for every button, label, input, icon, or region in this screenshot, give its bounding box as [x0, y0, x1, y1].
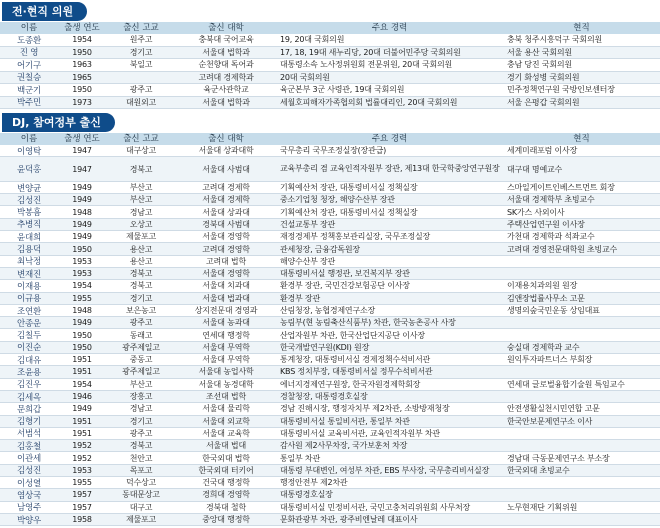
university-cell: 서울대 무역학	[202, 342, 250, 352]
name-cell: 김칠두	[16, 331, 42, 341]
birth-year-cell: 1954	[72, 281, 92, 291]
high-school-cell: 제물포고	[125, 515, 157, 525]
header-current-position: 현직	[573, 134, 590, 144]
section-dj-participation-header	[2, 113, 115, 132]
career-cell: 산림청장, 농협경제연구소장	[280, 306, 376, 315]
name-cell: 김성진	[16, 195, 42, 206]
birth-year-cell: 1954	[72, 379, 92, 389]
current-position-cell: 서울대 경제학부 초빙교수	[507, 195, 595, 205]
name-cell: 김성진	[16, 466, 42, 477]
current-position-cell	[503, 256, 660, 267]
university-cell: 경북대 철학	[206, 502, 246, 512]
table-row	[0, 268, 660, 280]
high-school-cell: 동대문상고	[122, 490, 160, 500]
university-cell: 서울대 농과대	[202, 318, 250, 328]
table-row	[0, 34, 660, 47]
high-school-cell: 제물포고	[125, 232, 157, 242]
career-cell: 해양수산부 장관	[280, 256, 336, 266]
current-position-cell: 안전생활실천시민연합 고문	[507, 404, 600, 414]
name-cell: 박봉흠	[16, 208, 42, 218]
career-cell: 관세청장, 금융감독원장	[280, 244, 360, 254]
header-name: 이름	[20, 23, 38, 33]
name-cell: 변재진	[16, 269, 42, 280]
birth-year-cell: 1947	[72, 146, 92, 156]
high-school-cell: 경북고	[129, 441, 153, 451]
high-school-cell: 천안고	[129, 453, 153, 463]
high-school-cell	[106, 72, 176, 84]
university-cell: 서울대 법학과	[202, 97, 250, 107]
name-cell: 염상국	[16, 490, 42, 501]
current-position-cell: 생명의숲국민운동 상임대표	[507, 306, 600, 315]
high-school-cell: 광주고	[129, 85, 153, 95]
university-cell: 고려대 경영학	[202, 244, 250, 254]
high-school-cell: 부산고	[129, 379, 153, 389]
name-cell: 박주민	[16, 98, 42, 108]
current-position-cell: 충남 당진 국회의원	[507, 60, 572, 70]
name-cell: 이규용	[16, 294, 42, 304]
table-row	[0, 194, 660, 206]
high-school-cell: 경남고	[129, 207, 153, 217]
university-cell: 서울대 교육학	[202, 428, 250, 438]
table-row	[0, 231, 660, 243]
current-position-cell: 경남대 극동문제연구소 부소장	[507, 453, 610, 463]
birth-year-cell: 1946	[72, 392, 92, 402]
career-cell: 한국개발연구원(KDI) 원장	[280, 342, 370, 352]
name-cell: 조연환	[16, 306, 42, 317]
university-cell: 조선대 법학	[206, 392, 246, 402]
birth-year-cell: 1963	[72, 60, 92, 70]
high-school-cell: 목포고	[129, 465, 153, 475]
current-position-cell	[503, 514, 660, 525]
current-position-cell: 노무현재단 기획위원	[507, 502, 578, 512]
current-position-cell: 주택산업연구원 이사장	[507, 219, 585, 229]
table-row	[0, 502, 660, 514]
name-cell: 김대유	[16, 355, 42, 366]
table-row	[0, 256, 660, 268]
high-school-cell: 보은농고	[125, 306, 157, 315]
university-cell: 서울대 무역학	[202, 355, 250, 365]
university-cell: 중앙대 행정학	[202, 515, 250, 525]
high-school-cell: 경북고	[129, 164, 153, 174]
table-row	[0, 329, 660, 341]
birth-year-cell: 1949	[72, 219, 92, 229]
birth-year-cell: 1951	[72, 355, 92, 365]
table-row	[0, 145, 660, 157]
career-cell: 대통령비서실 행정관, 보건복지부 장관	[280, 269, 410, 279]
career-cell: 세월호피해자가족협의회 법률대리인, 20대 국회의원	[280, 97, 458, 107]
high-school-cell: 경기고	[129, 47, 153, 57]
career-cell: 에너지경제연구원장, 한국자원경제학회장	[280, 379, 421, 389]
current-position-cell: 민주정책연구원 국방인보센터장	[507, 85, 615, 95]
career-cell: 20대 국회의원	[280, 72, 330, 82]
table-row	[0, 97, 660, 110]
high-school-cell: 경북고	[129, 269, 153, 279]
birth-year-cell: 1953	[72, 269, 92, 279]
university-cell: 서울대 농경대학	[198, 379, 254, 389]
current-position-cell: 가천대 경제학과 석좌교수	[507, 232, 595, 242]
career-cell: 17, 18, 19대 새누리당, 20대 더불어민주당 국회의원	[280, 47, 461, 57]
name-cell: 문희갑	[16, 404, 42, 415]
current-position-cell	[503, 391, 660, 402]
table-row	[0, 317, 660, 329]
header-birth-year: 출생 연도	[64, 23, 100, 33]
birth-year-cell: 1952	[72, 453, 92, 463]
header-high-school: 출신 고교	[123, 23, 159, 33]
birth-year-cell: 1950	[72, 342, 92, 352]
name-cell: 이진순	[16, 343, 42, 354]
table-row	[0, 391, 660, 403]
birth-year-cell: 1957	[72, 502, 92, 512]
name-cell: 윤덕홍	[16, 165, 42, 176]
name-cell: 변양균	[16, 183, 42, 194]
birth-year-cell: 1957	[72, 490, 92, 500]
birth-year-cell: 1950	[72, 244, 92, 254]
current-position-cell: 충북 청주시흥덕구 국회의원	[507, 35, 603, 45]
university-cell: 충북대 국어교육	[198, 35, 254, 45]
current-position-cell: SK가스 사외이사	[507, 207, 565, 217]
current-position-cell: 세계미래포럼 이사장	[507, 146, 578, 156]
birth-year-cell: 1949	[72, 404, 92, 414]
high-school-cell: 용산고	[129, 256, 153, 266]
current-position-cell	[503, 440, 660, 451]
name-cell: 김홍철	[16, 441, 42, 452]
name-cell: 진 영	[19, 48, 39, 58]
career-cell: 대통령비서실 민정비서관, 국민고충처리위원회 사무처장	[280, 502, 471, 512]
high-school-cell: 광주제일고	[122, 367, 160, 377]
table-row	[0, 72, 660, 85]
career-cell: 통계청장, 대통령비서실 경제정책수석비서관	[280, 355, 431, 365]
birth-year-cell: 1965	[72, 72, 92, 82]
career-cell: 기획예산처 장관, 대통령비서실 정책실장	[280, 207, 418, 217]
birth-year-cell: 1950	[72, 85, 92, 95]
current-position-cell	[503, 317, 660, 328]
table-row	[0, 403, 660, 415]
current-position-cell: 서울 용산 국회의원	[507, 47, 572, 57]
current-position-cell: 서울 은평갑 국회의원	[507, 97, 580, 107]
table-row	[0, 293, 660, 305]
current-position-cell: 한국안보문제연구소 이사	[507, 416, 593, 426]
university-cell: 서울대 법과대	[202, 293, 250, 303]
birth-year-cell: 1951	[72, 367, 92, 377]
table-header-row	[0, 22, 660, 34]
university-cell: 상지전문대 경영과	[194, 306, 258, 315]
birth-year-cell: 1954	[72, 35, 92, 45]
table-row	[0, 477, 660, 489]
birth-year-cell: 1951	[72, 428, 92, 438]
high-school-cell: 부산고	[129, 195, 153, 205]
table-row	[0, 84, 660, 97]
university-cell: 건국대 행정학	[202, 478, 250, 488]
current-position-cell: 원익투자파트너스 부회장	[507, 355, 593, 365]
name-cell: 김진우	[16, 380, 42, 390]
birth-year-cell: 1950	[72, 330, 92, 340]
table-row	[0, 157, 660, 182]
name-cell: 김형기	[16, 417, 42, 427]
birth-year-cell: 1949	[72, 195, 92, 205]
current-position-cell	[503, 477, 660, 488]
high-school-cell: 경북고	[129, 281, 153, 291]
current-position-cell: 한국외대 초빙교수	[507, 465, 570, 475]
high-school-cell: 광주고	[129, 318, 153, 328]
table-row	[0, 514, 660, 526]
table-row	[0, 182, 660, 194]
high-school-cell: 광주제일고	[122, 342, 160, 352]
table-row	[0, 354, 660, 366]
birth-year-cell: 1955	[72, 478, 92, 488]
name-cell: 서범석	[16, 429, 42, 440]
name-cell: 윤대희	[16, 232, 42, 243]
high-school-cell: 대구고	[129, 502, 153, 512]
table-row	[0, 366, 660, 378]
header-career: 주요 경력	[371, 23, 408, 33]
birth-year-cell: 1958	[72, 515, 92, 525]
table-row	[0, 342, 660, 354]
table-body-dj-participation	[0, 145, 660, 526]
career-cell: 기획예산처 장관, 대통령비서실 정책실장	[280, 183, 418, 193]
university-cell: 한국외대 터키어	[198, 465, 254, 475]
name-cell: 최낙정	[16, 257, 42, 267]
career-cell: 행정안전부 제2차관	[280, 478, 348, 488]
table-row	[0, 243, 660, 255]
header-university: 출신 대학	[208, 23, 244, 33]
table-row	[0, 47, 660, 60]
birth-year-cell: 1950	[72, 47, 92, 57]
career-cell: 환경부 장관, 국민건강보험공단 이사장	[280, 281, 410, 291]
university-cell: 육군사관학교	[203, 85, 249, 95]
birth-year-cell: 1955	[72, 293, 92, 303]
university-cell: 서울대 경영학	[202, 232, 250, 242]
career-cell: 대통령비서실 통일비서관, 통일부 차관	[280, 416, 410, 426]
name-cell: 추병직	[16, 220, 42, 231]
university-cell: 순천향대 독어과	[198, 60, 254, 70]
university-cell: 연세대 행정학	[202, 330, 250, 340]
name-cell: 이관세	[16, 454, 42, 464]
high-school-cell: 북일고	[129, 60, 153, 70]
birth-year-cell: 1952	[72, 441, 92, 451]
university-cell: 고려대 법학	[206, 256, 246, 266]
name-cell: 김용덕	[16, 245, 42, 255]
high-school-cell: 동래고	[129, 330, 153, 340]
career-cell: 대통령비서실 교육비서관, 교육인적자원부 차관	[280, 428, 440, 438]
birth-year-cell: 1948	[72, 306, 92, 315]
current-position-cell: 경기 화성병 국회의원	[507, 72, 580, 82]
high-school-cell: 대구상고	[125, 146, 157, 156]
current-position-cell	[503, 329, 660, 340]
career-cell: 건설교통부 장관	[280, 219, 336, 229]
current-position-cell: 김앤장법률사무소 고문	[507, 293, 585, 303]
birth-year-cell: 1953	[72, 465, 92, 475]
table-row	[0, 305, 660, 317]
table-row	[0, 452, 660, 464]
birth-year-cell: 1949	[72, 232, 92, 242]
current-position-cell: 숭실대 경제학과 교수	[507, 342, 580, 352]
birth-year-cell: 1953	[72, 256, 92, 266]
university-cell: 서울대 경제학	[202, 195, 250, 205]
university-cell: 경희대 경영학	[202, 490, 250, 500]
career-cell: 경남 진해시장, 행정자치부 제2차관, 소방방재청장	[280, 404, 450, 414]
high-school-cell: 경기고	[129, 416, 153, 426]
university-cell: 서울대 외교학	[202, 416, 250, 426]
university-cell: 경북대 사범대	[202, 219, 250, 229]
career-cell: 감사원 제2사무차장, 국가보훈처 차장	[280, 441, 408, 451]
career-cell: 국무총리 국무조정실장(장관급)	[280, 146, 387, 156]
high-school-cell: 용산고	[129, 244, 153, 254]
career-cell: 문화관광부 차관, 광주비엔날레 대표이사	[280, 515, 418, 525]
section-title: DJ, 참여정부 출신	[2, 113, 115, 132]
header-career: 주요 경력	[371, 134, 408, 144]
high-school-cell: 원주고	[129, 35, 153, 45]
birth-year-cell: 1947	[72, 164, 92, 174]
table-row	[0, 280, 660, 292]
career-cell: 대통령경호실장	[280, 490, 333, 500]
birth-year-cell: 1949	[72, 183, 92, 193]
high-school-cell: 덕수상고	[125, 478, 157, 488]
university-cell: 서울대 물리학	[202, 404, 250, 414]
birth-year-cell: 1973	[72, 97, 92, 107]
birth-year-cell: 1949	[72, 318, 92, 328]
career-cell: KBS 정치부장, 대통령비서실 정무수석비서관	[280, 367, 433, 377]
career-cell: 경찰청장, 대통령경호실장	[280, 392, 368, 402]
table-row	[0, 428, 660, 440]
section-current-lawmakers-header	[2, 2, 87, 21]
name-cell: 박양우	[16, 515, 42, 526]
current-position-cell: 고려대 경영전문대학원 초빙교수	[507, 244, 618, 254]
name-cell: 권칠승	[16, 73, 42, 83]
table-row	[0, 489, 660, 501]
name-cell: 안종운	[16, 318, 42, 329]
header-high-school: 출신 고교	[123, 134, 159, 144]
name-cell: 도종환	[16, 35, 42, 46]
name-cell: 어기구	[16, 60, 42, 71]
high-school-cell: 부산고	[129, 183, 153, 193]
name-cell: 백군기	[16, 85, 42, 96]
university-cell: 서울대 법학과	[202, 47, 250, 57]
university-cell: 서울대 상과대학	[198, 146, 254, 156]
career-cell: 농림부(현 농림축산식품부) 차관, 한국농촌공사 사장	[280, 318, 456, 328]
career-cell: 재정경제부 정책홍보관리실장, 국무조정실장	[280, 232, 431, 242]
table-header-row	[0, 133, 660, 145]
current-position-cell: 대구대 명예교수	[507, 164, 563, 174]
name-cell: 이성열	[16, 478, 42, 489]
career-cell: 대통령 부대변인, 여성부 차관, EBS 부사장, 국무총리비서실장	[280, 465, 490, 475]
section-title: 전·현직 의원	[2, 2, 87, 21]
career-cell: 환경부 장관	[280, 293, 320, 303]
career-cell: 육군본부 3군 사령관, 19대 국회의원	[280, 85, 405, 95]
table-row	[0, 416, 660, 428]
table-row	[0, 440, 660, 452]
name-cell: 남영주	[16, 503, 42, 513]
name-cell: 이영탁	[16, 146, 42, 157]
career-cell: 중소기업청 청장, 해양수산부 장관	[280, 195, 395, 205]
table-row	[0, 379, 660, 391]
high-school-cell: 경남고	[129, 404, 153, 414]
university-cell: 서울대 사범대	[202, 164, 250, 174]
current-position-cell: 연세대 글로벌융합기술원 특임교수	[507, 379, 625, 389]
current-position-cell	[503, 268, 660, 279]
current-position-cell	[503, 428, 660, 439]
career-cell: 통일부 차관	[280, 453, 320, 463]
university-cell: 서울대 상과대	[202, 207, 250, 217]
career-cell: 산업자원부 차관, 한국산업단지공단 이사장	[280, 330, 425, 340]
birth-year-cell: 1948	[72, 207, 92, 217]
current-position-cell: 스마일게이트인베스트먼트 회장	[507, 183, 615, 193]
university-cell: 서울대 경영학	[202, 269, 250, 279]
header-university: 출신 대학	[208, 134, 244, 144]
name-cell: 조윤용	[16, 368, 42, 378]
header-current-position: 현직	[573, 23, 590, 33]
header-name: 이름	[20, 134, 38, 144]
high-school-cell: 경기고	[129, 293, 153, 303]
university-cell: 한국외대 법학	[202, 453, 250, 463]
name-cell: 김세옥	[16, 392, 42, 403]
university-cell: 고려대 경제학과	[198, 72, 254, 82]
table-row	[0, 206, 660, 218]
university-cell: 고려대 경제학	[202, 183, 250, 193]
career-cell: 교육부총리 겸 교육인적자원부 장관, 제13대 한국학중앙연구원장	[280, 164, 500, 174]
high-school-cell: 광주고	[129, 428, 153, 438]
current-position-cell: 이재용치과의원 원장	[507, 281, 578, 291]
high-school-cell: 장흥고	[129, 392, 153, 402]
table-row	[0, 59, 660, 72]
university-cell: 서울대 농업사학	[198, 367, 254, 377]
table-body-current-lawmakers	[0, 34, 660, 109]
career-cell: 19, 20대 국회의원	[280, 35, 345, 45]
current-position-cell	[503, 366, 660, 377]
high-school-cell: 오상고	[129, 219, 153, 229]
table-row	[0, 465, 660, 477]
high-school-cell: 중동고	[129, 355, 153, 365]
header-birth-year: 출생 연도	[64, 134, 100, 144]
current-position-cell	[503, 489, 660, 500]
career-cell: 대통령소속 노사정위원회 전문위원, 20대 국회의원	[280, 60, 453, 70]
university-cell: 서울대 치과대	[202, 281, 250, 291]
name-cell: 이재용	[16, 281, 42, 292]
high-school-cell: 대원외고	[125, 97, 157, 107]
birth-year-cell: 1951	[72, 416, 92, 426]
table-row	[0, 219, 660, 231]
university-cell: 서울대 법대	[206, 441, 246, 451]
